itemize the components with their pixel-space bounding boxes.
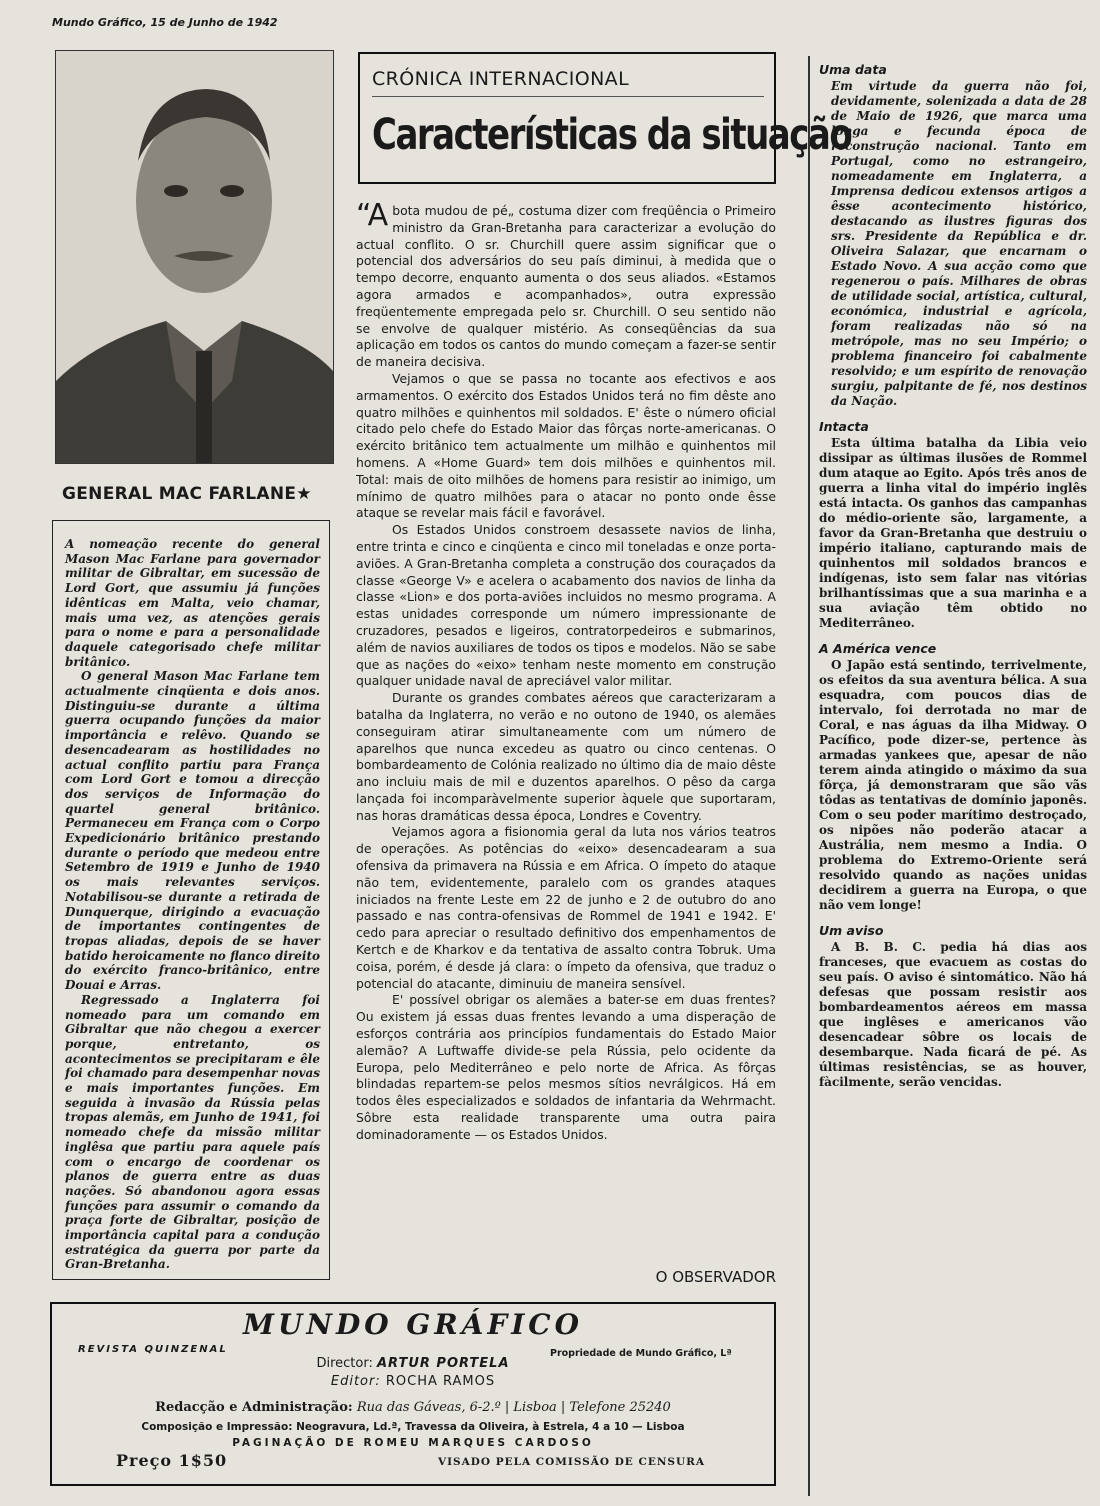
- article-paragraph: Durante os grandes combates aéreos que caracterizaram a batalha da Inglaterra, no verão e no outono de 1940, os alemães conseguiram atirar simultaneamente com um número de aparelhos que nunca excedeu as quatro ou cinco centenas. O bombardeamento de Colónia realizado no último dia de maio dêste ano incluiu mais de mil e duzentos aparelhos. O pêso da carga lançada foi incomparàvelmente superior àquele que suportaram, nas horas dramáticas dessa época, Londres e Coventry.: [356, 690, 776, 823]
- masthead-property: Propriedade de Mundo Gráfico, Lª: [550, 1348, 732, 1359]
- address-line: [52, 1400, 774, 1415]
- mac-farlane-article-box: [52, 520, 330, 1280]
- general-portrait-photo: [55, 50, 334, 464]
- brief-heading: A América vence: [819, 641, 937, 656]
- director-name: ARTUR PORTELA: [376, 1356, 510, 1371]
- brief-text: O Japão está sentindo, terrivelmente, os efeitos da sua aventura bélica. A sua esquadra, com poucos dias de intervalo, foi derrotada no mar de Coral, e nas águas da ilha Midway. O Pacífico, pode dizer-se, pertence às armadas yankees que, apesar de não terem ainda atingido o máximo da sua fôrça, já demonstraram que são vãs tôdas as tentativas de domínio japonês. Com o seu poder marítimo destroçado, os nipões não poderão atacar a Austrália, nem mesmo a India. O problema do Extremo-Oriente será resolvido quando as nações unidas decidirem a guerra na Europa, o que não vem longe!: [819, 658, 1087, 912]
- editor-line: [52, 1374, 774, 1389]
- brief-text: A B. B. C. pedia há dias aos franceses, que evacuem as costas do seu país. O aviso é sintomático. Não há defesas que possam resistir aos bombardeamentos aéreos em massa que inglêses e americanos vão desencadear sôbre os locais de desembarque. Nada ficará de pé. As últimas resistências, se as houver, fàcilmente, serão vencidas.: [819, 940, 1087, 1089]
- brief-text: Em virtude da guerra não foi, devidamente, solenizada a data de 28 de Maio de 1926, que marca uma longa e fecunda época de reconstrução nacional. Tanto em Portugal, como no estrangeiro, nomeadamente em Inglaterra, a Imprensa dedicou extensos artigos a êsse acontecimento histórico, destacando as ilustres figuras dos srs. Presidente da República e dr. Oliveira Salazar, que encarnam o Estado Novo. A sua acção como que regenerou o país. Milhares de obras de utilidade social, artística, cultural, económica, industrial e agrícola, foram realizadas não só na metrópole, mas no seu Império; o problema financeiro foi cabalmente resolvido; e um espírito de renovação surgiu, palpitante de fé, nos destinos da Nação.: [831, 79, 1087, 408]
- address-label: Redacção e Administração:: [155, 1400, 353, 1415]
- editor-label: Editor:: [330, 1374, 381, 1389]
- left-paragraph: O general Mason Mac Farlane tem actualmente cinqüenta e dois anos. Distinguiu-se durante a última guerra ocupando funções da maior importância e relêvo. Quando se desencadearam as hostilidades no actual conflito partiu para França com Lord Gort e tomou a direcção dos serviços de Informação do quartel general britânico. Permaneceu em França com o Corpo Expedicionário britânico prestando durante o período que medeou entre Setembro de 1919 e Junho de 1940 os mais relevantes serviços. Notabilisou-se durante a retirada de Dunquerque, dirigindo a evacuação de importantes contingentes de tropas aliadas, depois de se haver batido heroicamente no flanco direito do exército franco-britânico, entre Douai e Arras.: [65, 669, 320, 993]
- news-briefs-column: [808, 56, 1091, 1496]
- portrait-caption: GENERAL MAC FARLANE★: [62, 484, 312, 504]
- brief-text: Esta última batalha da Libia veio dissipar as últimas ilusões de Rommel dum ataque ao Egito. Após três anos de guerra a linha vital do império inglês está intacta. Os ganhos das campanhas do médio-oriente são, largamente, a favor da Gran-Bretanha que destruiu o império italiano, capturando mais de quinhentos mil soldados brancos e indígenas, isto sem falar nas vitórias brilhantíssimas que a sua marinha e a sua aviação têm obtido no Mediterrâneo.: [819, 436, 1087, 630]
- brief-heading: Uma data: [819, 62, 887, 77]
- pagination-line: PAGINAÇÃO DE ROMEU MARQUES CARDOSO: [232, 1437, 594, 1449]
- masthead-box: [50, 1302, 776, 1486]
- article-paragraph: Os Estados Unidos constroem desassete navios de linha, entre trinta e cinco e cinqüenta e cinco mil toneladas e onze porta-aviões. A Gran-Bretanha completa a construção dos couraçados da classe «George V» e acelera o acabamento dos navios de linha da classe «Lion» e dos porta-aviões incluidos no mesmo programa. A estas unidades corresponde um número impressionante de cruzadores, pesados e ligeiros, contratorpedeiros e submarinos, além de navios auxiliares de todos os tipos e modelos. Não se sabe que as nações do «eixo» tenham neste momento em construção qualquer unidade naval de apreciável valor militar.: [356, 522, 776, 689]
- article-signature: O OBSERVADOR: [655, 1268, 776, 1286]
- masthead-title: MUNDO GRÁFICO: [243, 1308, 583, 1341]
- chronicle-article-body: [356, 203, 776, 1293]
- article-paragraph: E' possível obrigar os alemães a bater-se em duas frentes? Ou existem já essas duas frentes levando a uma disperação de esforços contrária aos princípios fundamentais do Estado Maior alemão? A Luftwaffe divide-se pela Rússia, pelo ocidente da Europa, pelo Mediterrâneo e pelo norte de Africa. As fôrças blindadas repartem-se pelos mesmos sítios nevrálgicos. Há em todos êles especializados e soldados de infantaria da Wehrmacht. Sôbre esta realidade transparente uma outra paira dominadoramente — os Estados Unidos.: [356, 992, 776, 1142]
- running-head: Mundo Gráfico, 15 de Junho de 1942: [52, 16, 278, 29]
- brief-heading: Intacta: [819, 419, 869, 434]
- portrait-silhouette-icon: [56, 51, 333, 463]
- article-paragraph: “Abota mudou de pé„ costuma dizer com freqüência o Primeiro ministro da Gran-Bretanha para caracterizar a evolução do actual conflito. O sr. Churchill quere assim significar que o potencial dos adversários do seu país diminui, à medida que o tempo decorre, enquanto aumenta o dos seus aliados. «Estamos agora armados e acompanhados», outra expressão freqüentemente empregada pelo sr. Churchill. O seu sentido não se envolve de qualquer mistério. As conseqüências da sua aplicação em todos os cantos do mundo começam a fazer-se sentir de maneira decisiva.: [356, 203, 776, 370]
- left-paragraph: Regressado a Inglaterra foi nomeado para um comando em Gibraltar que não chegou a exercer porque, entretanto, os acontecimentos se precipitaram e êle foi chamado para desempenhar novas e mais importantes funções. Em seguida à invasão da Rússia pelas tropas alemãs, em Junho de 1941, foi nomeado chefe da missão militar inglêsa que partiu para aquele país com o encargo de coordenar os planos de guerra entre as duas nações. Só abandonou agora essas funções para assumir o comando da praça forte de Gibraltar, posição de importância capital para a condução estratégica da guerra por parte da Gran-Bretanha.: [65, 992, 320, 1272]
- address-text: Rua das Gáveas, 6-2.º | Lisboa | Telefone 25240: [356, 1400, 671, 1415]
- editor-name: ROCHA RAMOS: [385, 1374, 496, 1389]
- printing-line: Composição e Impressão: Neogravura, Ld.ª, Travessa da Oliveira, à Estrela, 4 a 10 — Lisboa: [141, 1421, 685, 1433]
- director-line: [52, 1356, 774, 1371]
- article-title: Características da situação: [372, 110, 852, 160]
- chronicle-title-box: [358, 52, 852, 184]
- article-paragraph: Vejamos o que se passa no tocante aos efectivos e aos armamentos. O exército dos Estados Unidos terá no fim dêste ano quatro milhões e quinhentos mil soldados. E' êste o número oficial citado pelo chefe do Estado Maior das fôrças norte-americanas. O exército britânico tem actualmente um milhão e quinhentos mil homens. A «Home Guard» tem dois milhões e quinhentos mil. Total: mais de oito milhões de homens para resistir ao inimigo, um mínimo de quatro milhões para o atacar no ponto onde êsse ataque se revelar mais fácil e favorável.: [356, 370, 776, 521]
- article-paragraph: Vejamos agora a fisionomia geral da luta nos vários teatros de operações. As potências do «eixo» desencadearam a sua ofensiva da primavera na Rússia e em Africa. O ímpeto do ataque não tem, evidentemente, paralelo com os grandes ataques iniciados na frente Leste em 22 de junho e 2 de outubro do ano passado e nas contra-ofensivas de Rommel de 1941 e 1942. E' cedo para apreciar o resultado definitivo dos empenhamentos de Kertch e de Kharkov e da tentativa de assalto contra Tobruk. Uma coisa, porém, é desde já clara: o ímpeto da ofensiva, que traduz o potencial do atacante, diminuiu de maneira sensível.: [356, 824, 776, 991]
- director-label: Director:: [316, 1356, 373, 1371]
- brief-heading: Um aviso: [819, 923, 884, 938]
- masthead-subtitle: REVISTA QUINZENAL: [78, 1344, 228, 1355]
- price: Preço 1$50: [116, 1451, 228, 1470]
- section-label: CRÓNICA INTERNACIONAL: [372, 68, 764, 97]
- censorship-note: VISADO PELA COMISSÃO DE CENSURA: [438, 1456, 706, 1468]
- left-paragraph: A nomeação recente do general Mason Mac Farlane para governador militar de Gibraltar, em sucessão de Lord Gort, que assumiu já funções idênticas em Malta, veio chamar, mais uma vez, as atenções gerais para o nome e para a personalidade daquele categorisado chefe militar britânico.: [65, 537, 320, 669]
